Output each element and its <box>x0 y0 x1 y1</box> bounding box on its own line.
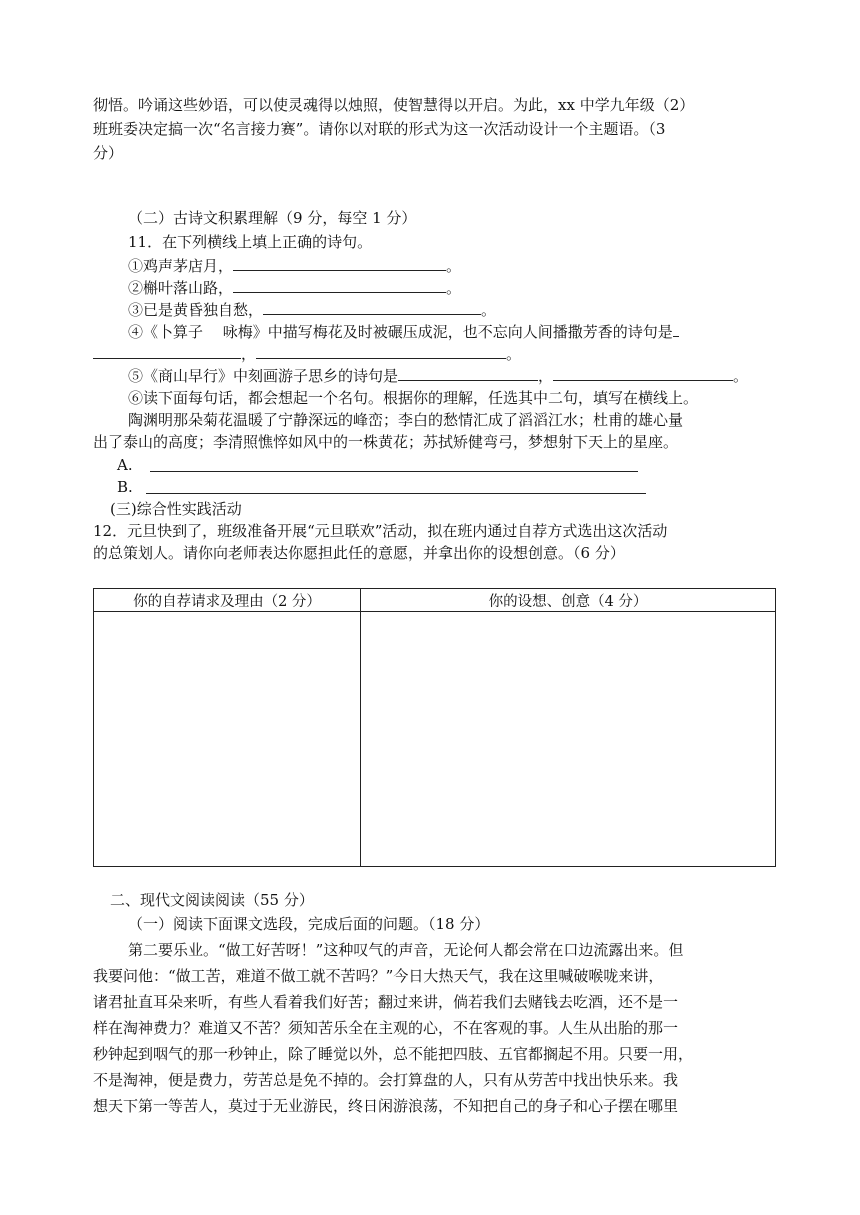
question-11: 11．在下列横线上填上正确的诗句。 <box>128 233 373 251</box>
table-answer-row <box>94 612 776 867</box>
answer-b-line[interactable] <box>146 493 646 494</box>
passage-line: 想天下第一等苦人，莫过于无业游民，终日闲游浪荡，不知把自己的身子和心子摆在哪里 <box>93 1097 679 1115</box>
answer-b-label: B. <box>117 478 133 496</box>
poem-item-5-text: ⑤《商山早行》中刻画游子思乡的诗句是 <box>128 367 399 385</box>
passage-line: 诸君扯直耳朵来听，有些人看着我们好苦；翻过来讲，倘若我们去赌钱去吃酒，还不是一 <box>93 993 679 1011</box>
poem-item-1-text: ①鸡声茅店月， <box>128 257 234 275</box>
punct-comma: ， <box>241 345 257 363</box>
punct-period: 。 <box>446 257 462 275</box>
answer-blank-5a[interactable] <box>398 366 538 381</box>
punct-period: 。 <box>733 367 749 385</box>
passage-line: 第二要乐业。“做工好苦呀！”这种叹气的声音，无论何人都会常在口边流露出来。但 <box>128 941 684 959</box>
answer-blank-1[interactable] <box>233 256 446 271</box>
poem-item-2 <box>128 278 461 298</box>
answer-blank-3[interactable] <box>263 300 481 315</box>
idea-answer-cell[interactable] <box>361 612 776 867</box>
poetry-section-heading: （二）古诗文积累理解（9 分，每空 1 分） <box>128 209 417 227</box>
poem-item-4-continued <box>93 344 521 364</box>
poem-item-5 <box>128 366 748 386</box>
poem-item-3-text: ③已是黄昏独自愁， <box>128 301 264 319</box>
poem-item-6-line-1: ⑥读下面每句话，都会想起一个名句。根据你的理解，任选其中二句，填写在横线上。 <box>128 389 699 407</box>
table-header-reason: 你的自荐请求及理由（2 分） <box>94 589 361 612</box>
passage-line: 样在淘神费力？难道又不苦？须知苦乐全在主观的心，不在客观的事。人生从出胎的那一 <box>93 1019 679 1037</box>
practice-section-heading: (三)综合性实践活动 <box>110 500 242 518</box>
answer-blank-4b[interactable] <box>93 344 241 359</box>
reason-answer-cell[interactable] <box>94 612 361 867</box>
intro-line-1: 彻悟。吟诵这些妙语，可以使灵魂得以烛照，使智慧得以开启。为此，xx 中学九年级（2） <box>93 96 695 114</box>
answer-a-label: A. <box>117 456 133 474</box>
question-12-line-1: 12．元旦快到了，班级准备开展“元旦联欢”活动，拟在班内通过自荐方式选出这次活动 <box>93 522 668 540</box>
question-12-line-2: 的总策划人。请你向老师表达你愿担此任的意愿，并拿出你的设想创意。（6 分） <box>93 544 625 562</box>
poem-item-4-text: ④《卜算子 咏梅》中描写梅花及时被碾压成泥，也不忘向人间播撒芳香的诗句是 <box>128 323 673 341</box>
poem-item-4 <box>128 322 679 342</box>
poem-item-6-line-3: 出了泰山的高度；李清照憔悴如风中的一株黄花；苏拭矫健弯弓，梦想射下天上的星座。 <box>93 433 679 451</box>
intro-line-2: 班班委决定搞一次“名言接力赛”。请你以对联的形式为这一次活动设计一个主题语。（3 <box>93 120 666 138</box>
passage-line: 我要问他：“做工苦，难道不做工就不苦吗？”今日大热天气，我在这里喊破喉咙来讲， <box>93 967 664 985</box>
answer-blank-4c[interactable] <box>256 344 506 359</box>
answer-blank-2[interactable] <box>233 278 446 293</box>
answer-blank-4a[interactable] <box>673 322 679 337</box>
punct-comma: ， <box>538 367 554 385</box>
poem-item-2-text: ②槲叶落山路， <box>128 279 234 297</box>
punct-period: 。 <box>506 345 522 363</box>
table-header-row <box>94 589 776 612</box>
intro-line-3: 分） <box>93 144 124 162</box>
poem-item-1 <box>128 256 461 276</box>
punct-period: 。 <box>481 301 497 319</box>
self-recommendation-table <box>93 588 776 867</box>
table-header-idea: 你的设想、创意（4 分） <box>361 589 776 612</box>
poem-item-6-line-2: 陶渊明那朵菊花温暖了宁静深远的峰峦；李白的愁情汇成了滔滔江水；杜甫的雄心量 <box>128 411 684 429</box>
reading-sub-heading: （一）阅读下面课文选段，完成后面的问题。（18 分） <box>128 915 490 933</box>
reading-section-heading: 二、现代文阅读阅读（55 分） <box>110 891 314 909</box>
poem-item-3 <box>128 300 496 320</box>
passage-line: 不是淘神，便是费力，劳苦总是免不掉的。会打算盘的人，只有从劳苦中找出快乐来。我 <box>93 1071 679 1089</box>
answer-blank-5b[interactable] <box>553 366 733 381</box>
punct-period: 。 <box>446 279 462 297</box>
answer-a-line[interactable] <box>150 471 638 472</box>
passage-line: 秒钟起到咽气的那一秒钟止，除了睡觉以外，总不能把四肢、五官都搁起不用。只要一用， <box>93 1045 694 1063</box>
